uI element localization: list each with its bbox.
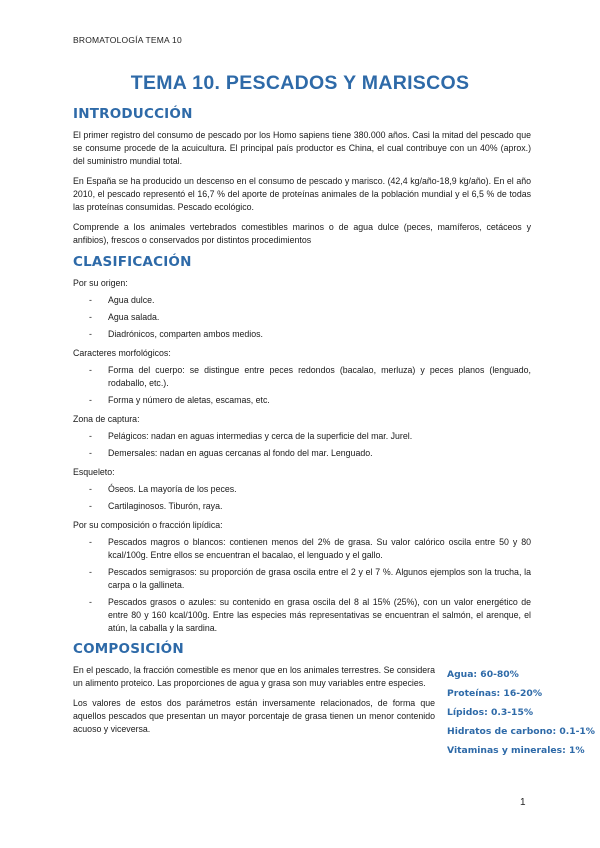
running-header: BROMATOLOGÍA TEMA 10 bbox=[73, 35, 182, 45]
composition-value-lipidos: Lípidos: 0.3-15% bbox=[447, 707, 534, 718]
list-item: - Pescados magros o blancos: contienen menos del 2% de grasa. Su valor calórico oscila entre 50 y 80 kcal/100g. Entre ellos se encuentran el bacalao, el lenguado y el gallo. bbox=[73, 536, 531, 562]
list-origen bbox=[73, 294, 531, 341]
list-item: - Pescados semigrasos: su proporción de grasa oscila entre el 2 y el 7 %. Algunos ejemplos son la trucha, la carpa o la gallineta. bbox=[73, 566, 531, 592]
list-item: - Cartilaginosos. Tiburón, raya. bbox=[73, 500, 531, 513]
list-esqueleto bbox=[73, 483, 531, 513]
content-body bbox=[73, 106, 531, 743]
list-composicion-lipidica bbox=[73, 536, 531, 635]
page-title: TEMA 10. PESCADOS Y MARISCOS bbox=[130, 72, 470, 94]
intro-heading: INTRODUCCIÓN bbox=[73, 106, 193, 122]
list-item: - Demersales: nadan en aguas cercanas al fondo del mar. Lenguado. bbox=[73, 447, 531, 460]
list-item: - Agua salada. bbox=[73, 311, 531, 324]
list-item: - Óseos. La mayoría de los peces. bbox=[73, 483, 531, 496]
list-item: - Agua dulce. bbox=[73, 294, 531, 307]
intro-paragraph: Comprende a los animales vertebrados comestibles marinos o de agua dulce (peces, mamíferos, cetáceos y anfibios), frescos o conservados por distintos procedimientos bbox=[73, 222, 531, 245]
composition-value-proteinas: Proteínas: 16-20% bbox=[447, 688, 543, 699]
intro-paragraph: En España se ha producido un descenso en el consumo de pescado y marisco. (42,4 kg/año-18,9 kg/año). En el año 2010, el pescado representó el 16,7 % del aporte de proteínas animales de la población mundial y el 6,5 % de todas las proteínas consumidas. Pescado ecológico. bbox=[73, 176, 531, 212]
clasificacion-heading: CLASIFICACIÓN bbox=[73, 254, 192, 270]
composition-value-vitaminas: Vitaminas y minerales: 1% bbox=[447, 745, 585, 756]
group-label-morfologicos: Caracteres morfológicos: bbox=[73, 348, 171, 358]
list-item: - Forma del cuerpo: se distingue entre peces redondos (bacalao, merluza) y peces planos (lenguado, rodaballo, etc.). bbox=[73, 364, 531, 390]
list-captura bbox=[73, 430, 531, 460]
composition-value-agua: Agua: 60-80% bbox=[447, 669, 519, 680]
group-label-composicion-lipidica: Por su composición o fracción lipídica: bbox=[73, 520, 223, 530]
page-number: 1 bbox=[520, 797, 526, 808]
group-label-esqueleto: Esqueleto: bbox=[73, 467, 115, 477]
list-morfologicos bbox=[73, 364, 531, 407]
intro-section bbox=[73, 106, 531, 247]
composicion-text bbox=[73, 664, 435, 736]
list-item: - Pelágicos: nadan en aguas intermedias y cerca de la superficie del mar. Jurel. bbox=[73, 430, 531, 443]
group-label-captura: Zona de captura: bbox=[73, 414, 140, 424]
list-item: - Pescados grasos o azules: su contenido en grasa oscila del 8 al 15% (25%), con un valor energético de entre 80 y 160 kcal/100g. Entre las especies más representativas se encuentran el salmón, el arenque, el atún, la caballa y la sardina. bbox=[73, 596, 531, 635]
composition-value-hidratos: Hidratos de carbono: 0.1-1% bbox=[447, 726, 596, 737]
list-item: - Diadrónicos, comparten ambos medios. bbox=[73, 328, 531, 341]
composicion-paragraph: Los valores de estos dos parámetros están inversamente relacionados, de forma que aquellos pescados que presentan un mayor porcentaje de grasa tienen un menor contenido acuoso y viceversa. bbox=[73, 698, 435, 734]
group-label-origen: Por su origen: bbox=[73, 278, 128, 288]
composicion-paragraph: En el pescado, la fracción comestible es menor que en los animales terrestres. Se considera un alimento proteico. Las proporciones de agua y grasa son muy variables entre especies. bbox=[73, 665, 435, 688]
composicion-heading: COMPOSICIÓN bbox=[73, 641, 184, 657]
composition-values bbox=[447, 665, 597, 760]
clasificacion-section bbox=[73, 254, 531, 635]
intro-paragraph: El primer registro del consumo de pescado por los Homo sapiens tiene 380.000 años. Casi la mitad del pescado que se consume procede de la acuicultura. El principal país productor es China, el cual contribuye con un 40% (aprox.) del suministro mundial total. bbox=[73, 130, 531, 166]
list-item: - Forma y número de aletas, escamas, etc. bbox=[73, 394, 531, 407]
